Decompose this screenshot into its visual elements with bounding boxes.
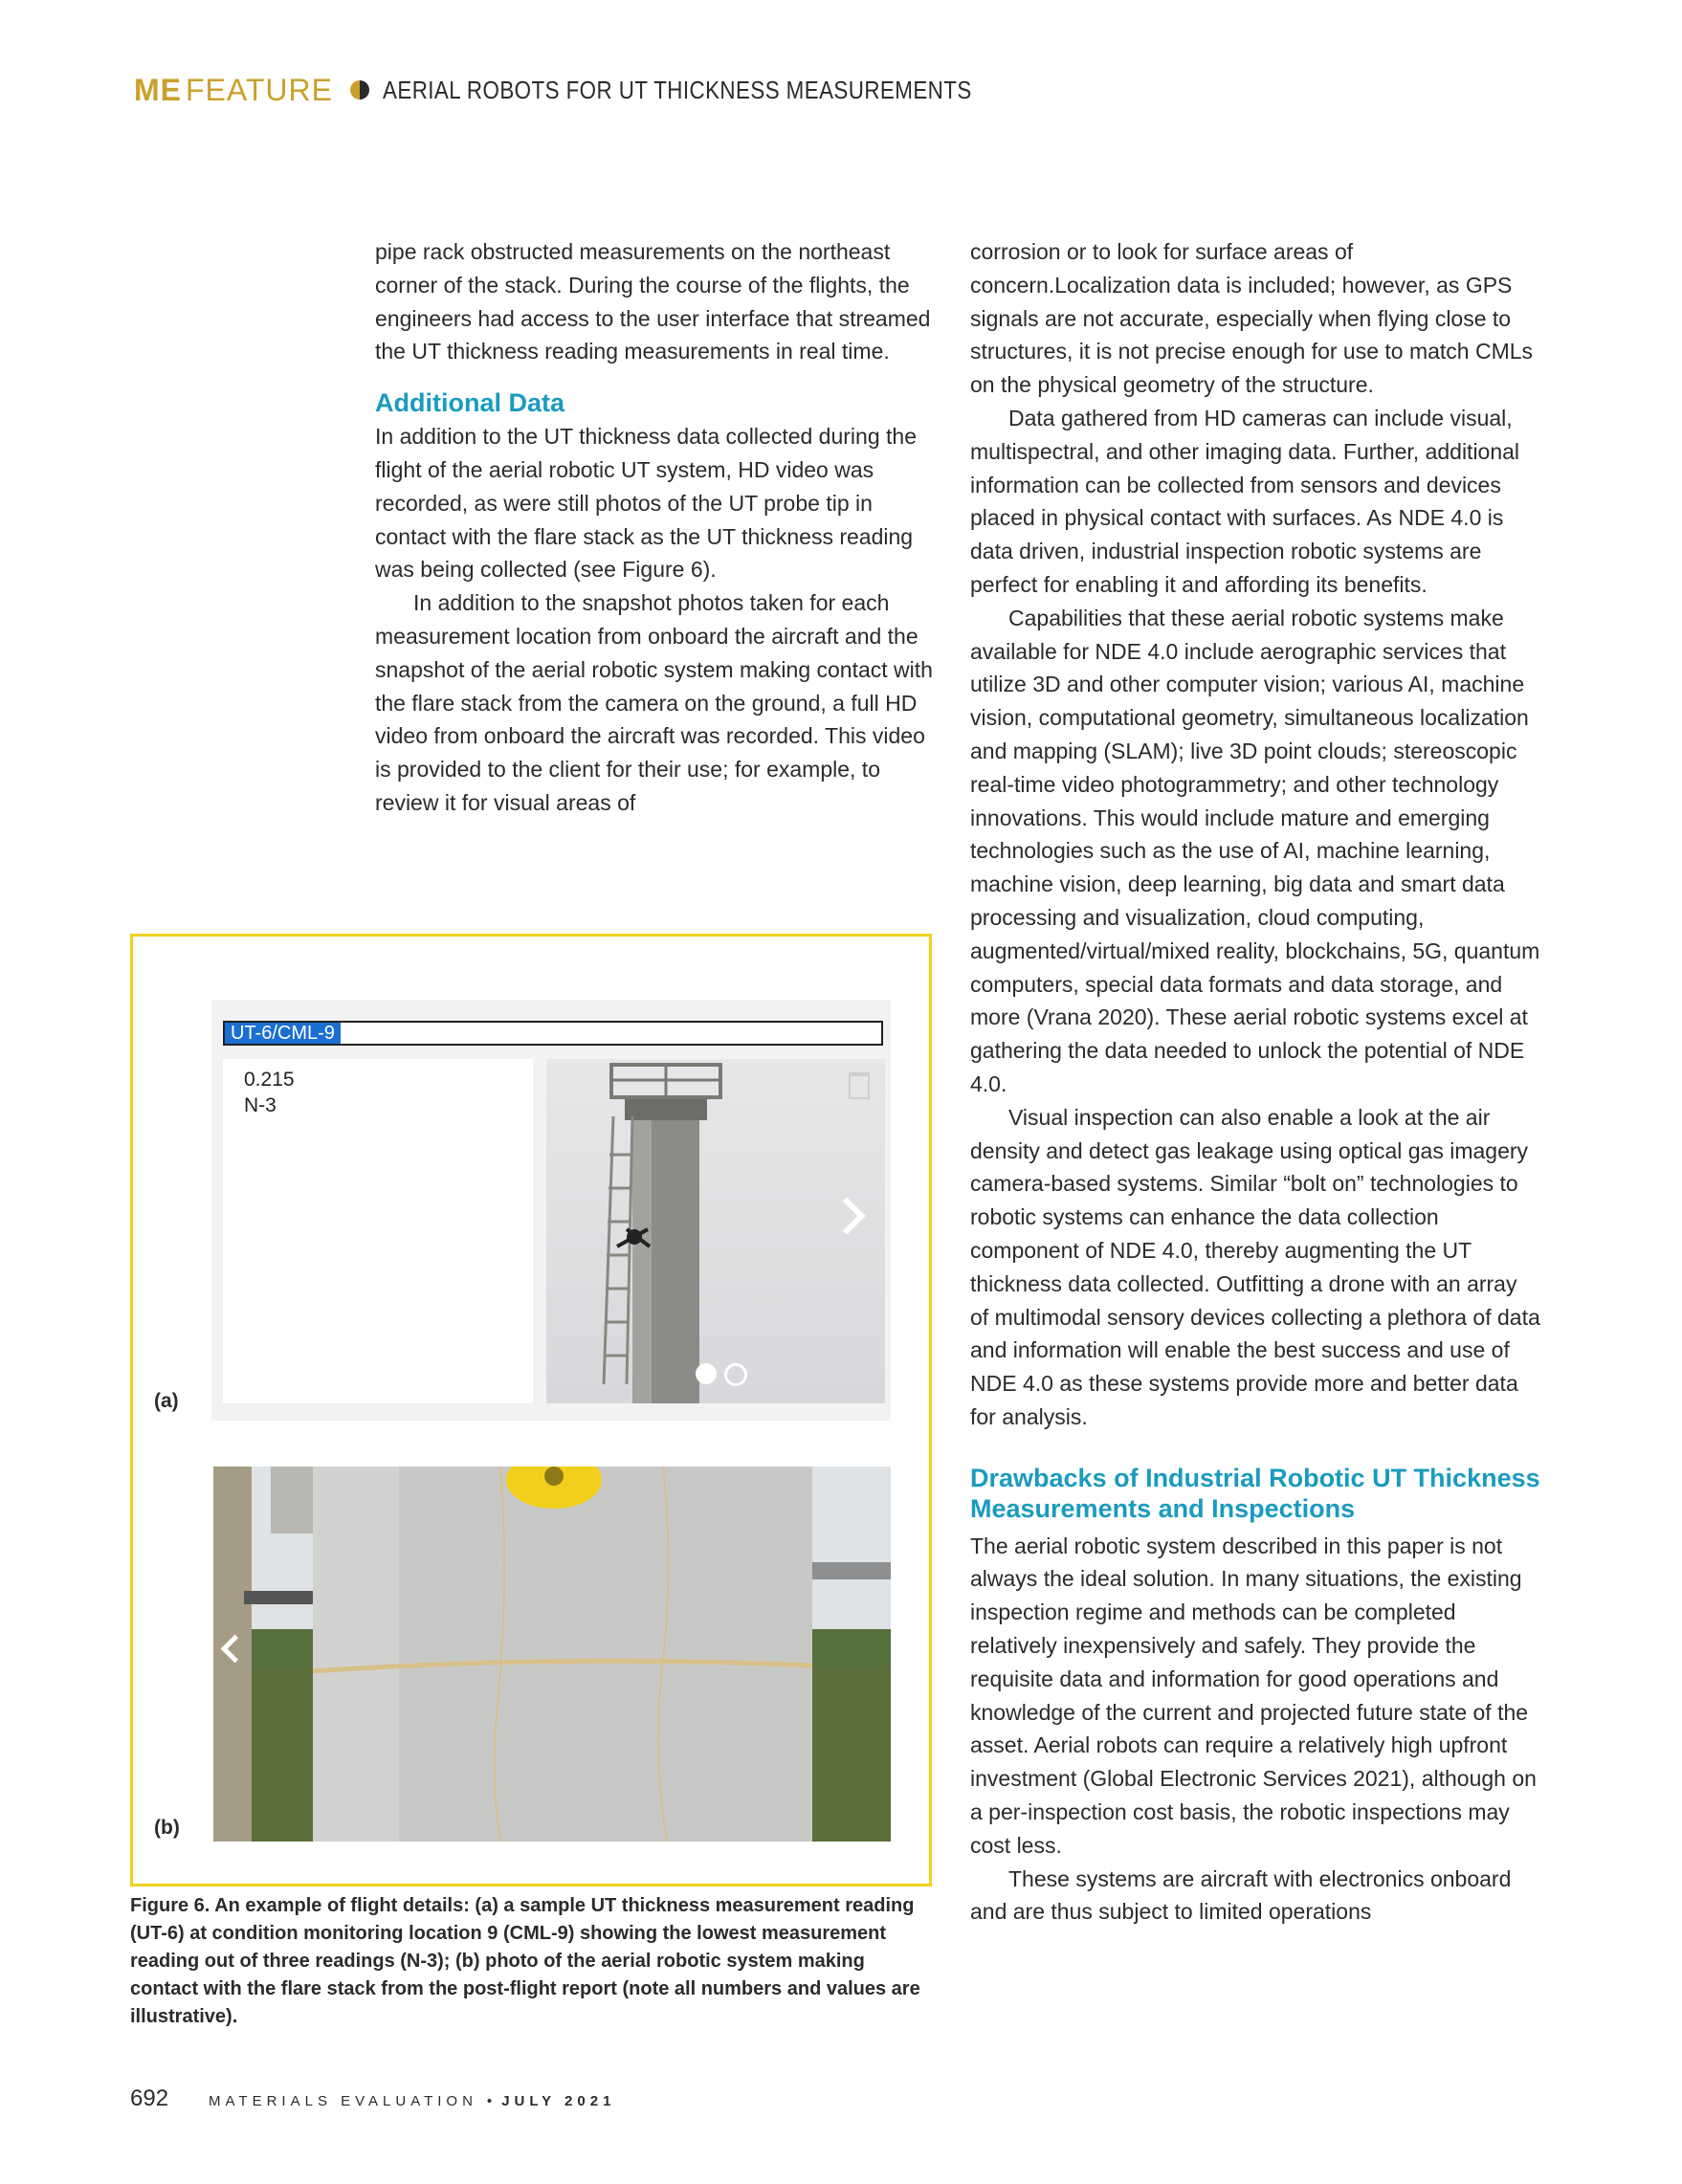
flare-stack-illustration [546, 1059, 885, 1403]
half-circle-icon [350, 80, 369, 99]
paragraph: pipe rack obstructed measurements on the northeast corner of the stack. During the course of the flights, the engineers had access to the user interface that streamed the UT thickness reading measurements in real time. [375, 239, 931, 364]
flare-stack-photo [546, 1059, 885, 1403]
page-number: 692 [130, 2085, 169, 2111]
text-column-right [970, 235, 1540, 1929]
brand-feature: FEATURE [186, 72, 333, 107]
reading-text [244, 1067, 295, 1118]
paragraph: corrosion or to look for surface areas of concern.Localization data is included; however, as GPS signals are not accurate, especially when flying close to structures, it is not precise enough for use to match CMLs on the physical geometry of the structure. [970, 239, 1534, 398]
ui-screenshot-panel-a [211, 1000, 891, 1421]
paragraph: In addition to the snapshot photos taken for each measurement location from onboard the aircraft and the snapshot of the aerial robotic system making contact with the flare stack from the camera on the ground, a full HD video from onboard the aircraft was recorded. This video is provided to the client for their use; for example, to review it for visual areas of [375, 590, 933, 815]
article-header-title: AERIAL ROBOTS FOR UT THICKNESS MEASUREMENTS [382, 75, 972, 104]
measurement-title-field [223, 1021, 883, 1046]
running-header [134, 73, 1068, 107]
figure-caption: Figure 6. An example of flight details: (a) a sample UT thickness measurement reading (UT-6) at condition monitoring location 9 (CML-9) showing the lowest measurement reading out of three readings (N-3); (b) photo of the aerial robotic system making contact with the flare stack from the post-flight report (note all numbers and values are illustrative). [130, 1895, 920, 2027]
paragraph: Visual inspection can also enable a look at the air density and detect gas leakage using optical gas imagery camera-based systems. Similar “bolt on” technologies to robotic systems can enhance the data collection component of NDE 4.0, thereby augmenting the UT thickness data collected. Outfitting a drone with an array of multimodal sensory devices collecting a plethora of data and information will enable the best success and use of NDE 4.0 as these systems provide more and better data for analysis. [970, 1104, 1540, 1429]
figure-6-box [130, 934, 932, 1886]
footer-bullet: • [486, 2093, 493, 2109]
paragraph: Capabilities that these aerial robotic systems make available for NDE 4.0 include aerographic services that utilize 3D and other computer vision; various AI, machine vision, computational geometry, simultaneous localization and mapping (SLAM); live 3D point clouds; stereoscopic real-time video photogrammetry; and other technology innovations. This would include mature and emerging technologies such as the use of AI, machine learning, machine vision, deep learning, big data and smart data processing and visualization, cloud computing, augmented/virtual/mixed reality, blockchains, 5G, quantum computers, special data formats and data storage, and more (Vrana 2020). These aerial robotic systems excel at gathering the data needed to unlock the potential of NDE 4.0. [970, 605, 1540, 1096]
paragraph: The aerial robotic system described in this paper is not always the ideal solution. In many situations, the existing inspection regime and methods can be completed relatively inexpensively and safely. They provide the requisite data and information for good operations and knowledge of the current and projected future state of the asset. Aerial robots can require a relatively high upfront investment (Global Electronic Services 2021), although on a per-inspection cost basis, the robotic inspections may cost less. [970, 1533, 1537, 1858]
reading-value: 0.215 [244, 1069, 295, 1091]
reading-panel [223, 1059, 533, 1403]
magazine-name: MATERIALS EVALUATION [209, 2093, 477, 2109]
panel-label-b: (b) [154, 1817, 180, 1839]
reading-count: N-3 [244, 1094, 277, 1116]
panel-label-a: (a) [154, 1390, 179, 1412]
section-heading-additional-data: Additional Data [375, 388, 565, 418]
section-heading-drawbacks: Drawbacks of Industrial Robotic UT Thickness Measurements and Inspections [970, 1463, 1540, 1523]
issue-date: JULY 2021 [501, 2093, 616, 2109]
paragraph: In addition to the UT thickness data collected during the flight of the aerial robotic UT system, HD video was recorded, as were still photos of the UT probe tip in contact with the flare stack as the UT thickness reading was being collected (see Figure 6). [375, 424, 917, 583]
paragraph: These systems are aircraft with electronics onboard and are thus subject to limited operations [970, 1865, 1512, 1925]
measurement-tag: UT-6/CML-9 [225, 1023, 341, 1044]
paragraph: Data gathered from HD cameras can include visual, multispectral, and other imaging data. Further, additional information can be collected from sensors and devices placed in physical contact with surfaces. As NDE 4.0 is data driven, industrial inspection robotic systems are perfect for enabling it and affording its benefits. [970, 405, 1520, 597]
brand-me: ME [134, 72, 182, 107]
contact-photo-panel-b [213, 1467, 891, 1842]
page-footer [130, 2085, 615, 2124]
stack-contact-illustration [213, 1467, 891, 1842]
carousel-dot[interactable] [724, 1363, 747, 1386]
trash-icon[interactable] [849, 1072, 870, 1099]
carousel-dot-active[interactable] [696, 1363, 717, 1384]
text-column-left [375, 235, 940, 820]
